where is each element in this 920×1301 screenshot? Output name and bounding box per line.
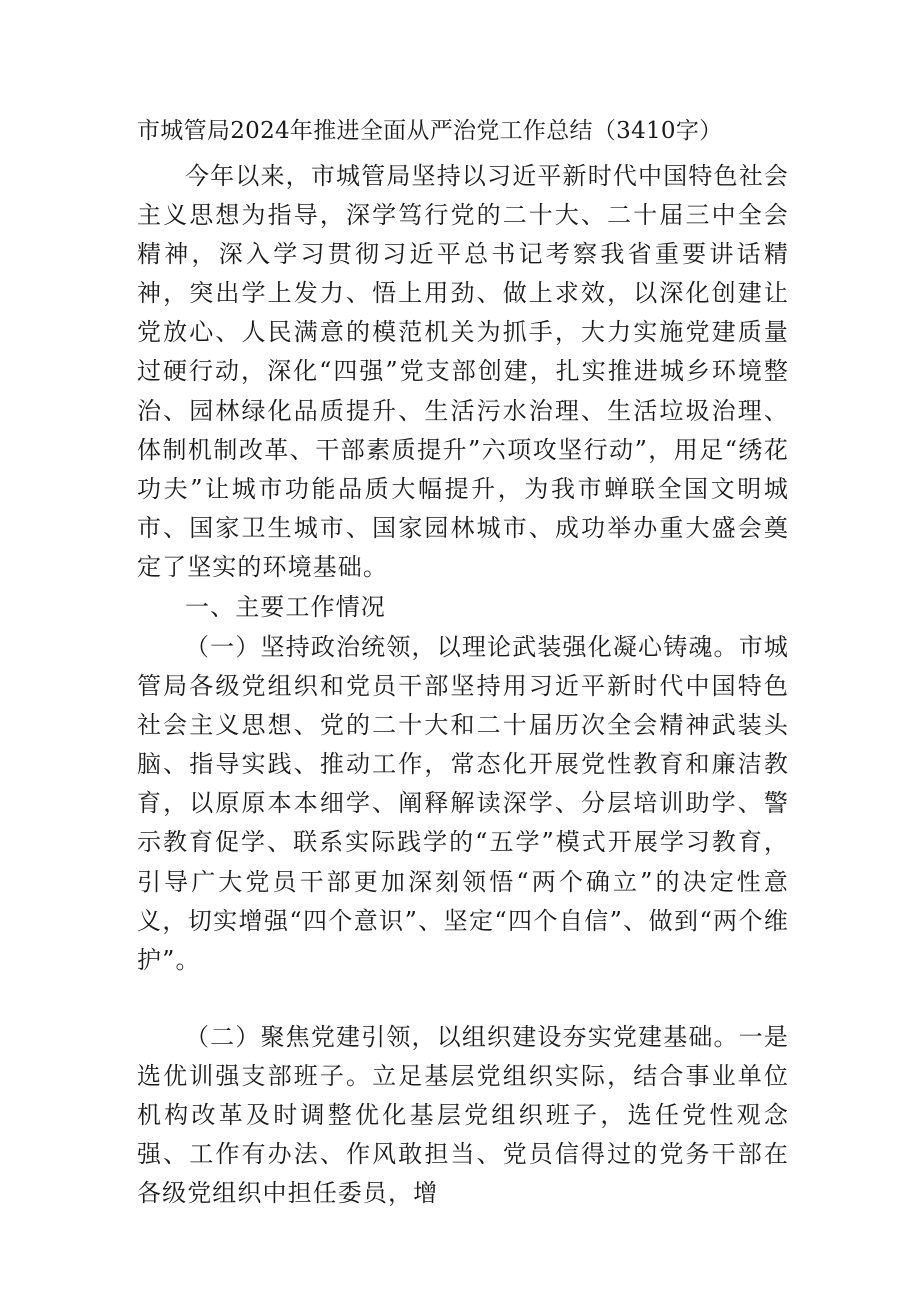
section-2-paragraph: （二）聚焦党建引领，以组织建设夯实党建基础。一是选优训强支部班子。立足基层党组织实际，结合事业单位机构改革及时调整优化基层党组织班子，选任党性观念强、工作有办法、作风敢担当、党员信得过的党务干部在各级党组织中担任委员，增	[137, 1023, 789, 1208]
section-heading: 一、主要工作情况	[185, 593, 386, 621]
section-1-paragraph: （一）坚持政治统领，以理论武装强化凝心铸魂。市城管局各级党组织和党员干部坚持用习近平新时代中国特色社会主义思想、党的二十大和二十届历次全会精神武装头脑、指导实践、推动工作，常态化开展党性教育和廉洁教育，以原原本本细学、阐释解读深学、分层培训助学、警示教育促学、联系实际践学的“五学”模式开展学习教育，引导广大党员干部更加深刻领悟“两个确立”的决定性意义，切实增强“四个意识”、坚定“四个自信”、做到“两个维护”。	[137, 633, 789, 974]
document-title: 市城管局2024年推进全面从严治党工作总结（3410字）	[137, 118, 723, 144]
intro-paragraph: 今年以来，市城管局坚持以习近平新时代中国特色社会主义思想为指导，深学笃行党的二十大、二十届三中全会精神，深入学习贯彻习近平总书记考察我省重要讲话精神，突出学上发力、悟上用劲、做上求效，以深化创建让党放心、人民满意的模范机关为抓手，大力实施党建质量过硬行动，深化“四强”党支部创建，扎实推进城乡环境整治、园林绿化品质提升、生活污水治理、生活垃圾治理、体制机制改革、干部素质提升”六项攻坚行动”，用足“绣花功夫”让城市功能品质大幅提升，为我市蝉联全国文明城市、国家卫生城市、国家园林城市、成功举办重大盛会奠定了坚实的环境基础。	[137, 162, 789, 581]
